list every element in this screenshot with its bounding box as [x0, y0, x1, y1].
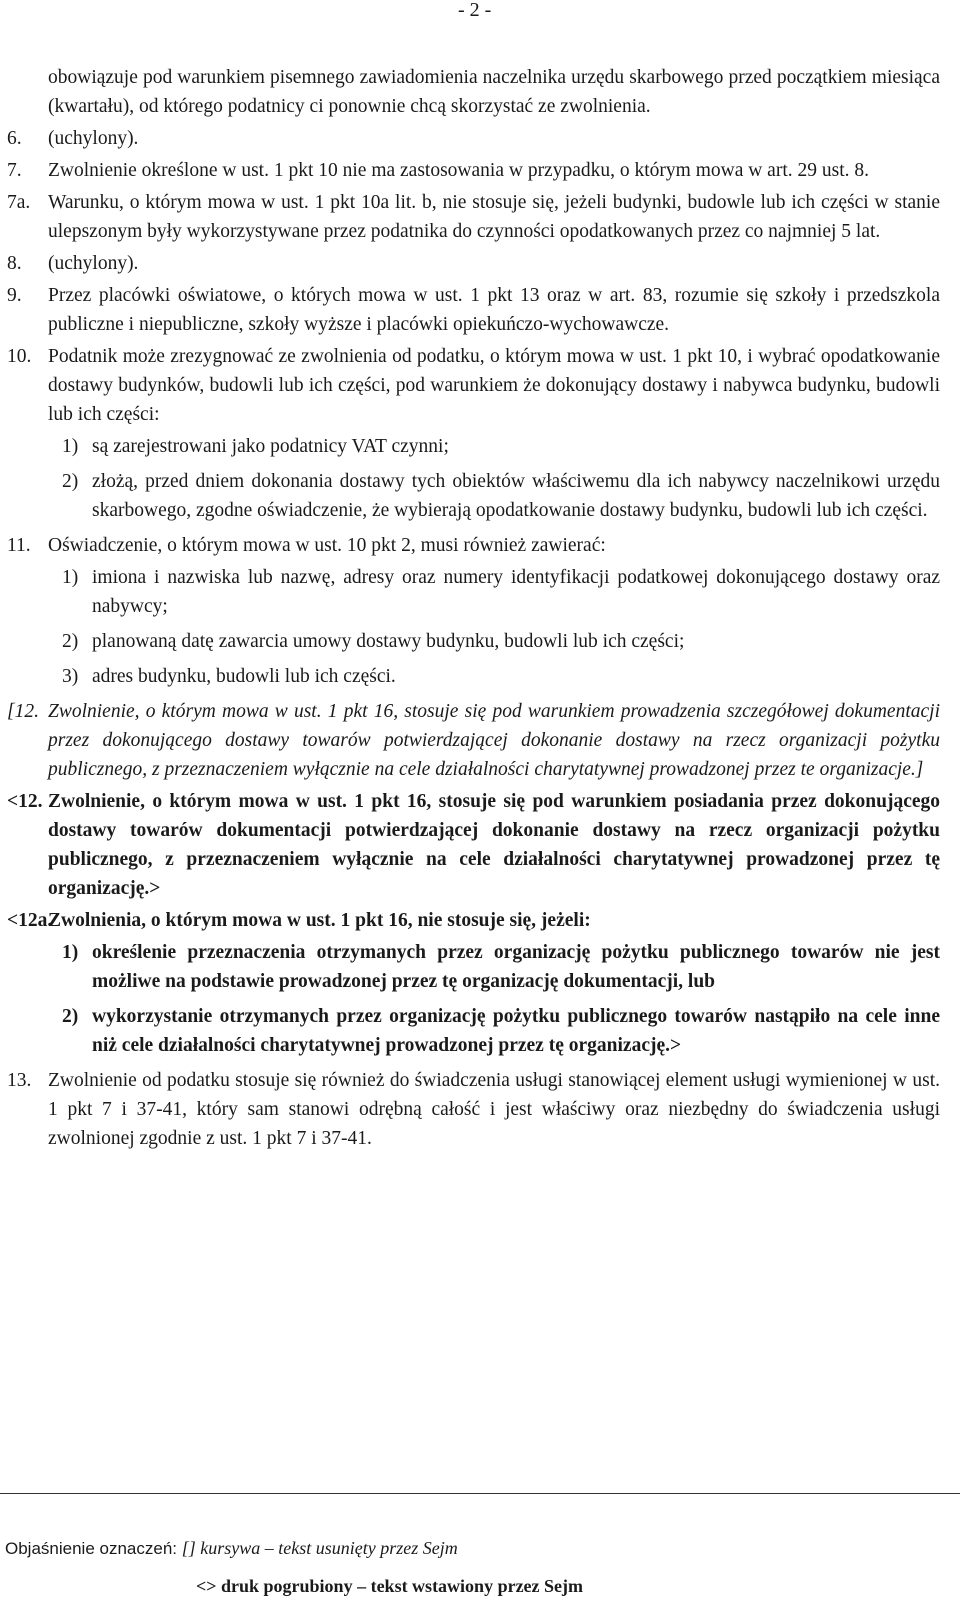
paragraph-number: 13.	[7, 1070, 32, 1091]
paragraph-11	[0, 531, 960, 560]
paragraph-11-point-2	[0, 627, 960, 656]
paragraph-8	[0, 249, 960, 278]
paragraph-number: 10.	[7, 346, 32, 367]
footer-divider	[0, 1493, 960, 1494]
legend-bold-note: <> druk pogrubiony – tekst wstawiony przez Sejm	[196, 1576, 584, 1596]
point-number: 2)	[62, 1006, 79, 1027]
paragraph-7a	[0, 188, 960, 246]
paragraph-9	[0, 281, 960, 339]
point-text: imiona i nazwiska lub nazwę, adresy oraz numery identyfikacji podatkowej dokonującego dostawy oraz nabywcy;	[92, 567, 940, 617]
point-text: określenie przeznaczenia otrzymanych przez organizację pożytku publicznego towarów nie jest możliwe na podstawie prowadzonej przez tę organizację dokumentacji, lub	[92, 942, 940, 992]
legend-label: Objaśnienie oznaczeń:	[5, 1539, 178, 1558]
point-number: 2)	[62, 471, 79, 492]
paragraph-number: <12a.	[7, 910, 53, 931]
paragraph-12a-point-1	[0, 938, 960, 996]
paragraph-text: Oświadczenie, o którym mowa w ust. 10 pkt 2, musi również zawierać:	[48, 535, 606, 556]
paragraph-11-point-1	[0, 563, 960, 621]
point-text: adres budynku, budowli lub ich części.	[92, 666, 396, 687]
paragraph-12a-point-2	[0, 1002, 960, 1060]
point-text: wykorzystanie otrzymanych przez organizację pożytku publicznego towarów nastąpiło na cele inne niż cele działalności charytatywnej prowadzonej przez tę organizację.>	[92, 1006, 940, 1056]
paragraph-text: Zwolnienie od podatku stosuje się również do świadczenia usługi stanowiącej element usługi wymienionej w ust. 1 pkt 7 i 37-41, który sam stanowi odrębną całość i jest właściwy oraz niezbędny do świadczenia usługi zwolnionej zgodnie z ust. 1 pkt 7 i 37-41.	[48, 1070, 940, 1149]
point-number: 1)	[62, 436, 79, 457]
paragraph-text: Warunku, o którym mowa w ust. 1 pkt 10a lit. b, nie stosuje się, jeżeli budynki, budowle lub ich części w stanie ulepszonym były wykorzystywane przez podatnika do czynności opodatkowanych przez co najmniej 5 lat.	[48, 192, 940, 242]
page-number: - 2 -	[458, 0, 492, 21]
paragraph-6	[0, 124, 960, 153]
paragraph-12a	[0, 906, 960, 935]
paragraph-10	[0, 342, 960, 429]
intro-paragraph: obowiązuje pod warunkiem pisemnego zawiadomienia naczelnika urzędu skarbowego przed początkiem miesiąca (kwartału), od którego podatnicy ci ponownie chcą skorzystać ze zwolnienia.	[48, 67, 940, 117]
paragraph-text: (uchylony).	[48, 253, 139, 274]
point-number: 1)	[62, 567, 79, 588]
paragraph-text: (uchylony).	[48, 128, 139, 149]
paragraph-text: Przez placówki oświatowe, o których mowa w ust. 1 pkt 13 oraz w art. 83, rozumie się szkoły i przedszkola publiczne i niepubliczne, szkoły wyższe i placówki opiekuńczo-wychowawcze.	[48, 285, 940, 335]
paragraph-number: 7a.	[7, 192, 31, 213]
paragraph-13	[0, 1066, 960, 1153]
paragraph-number: 11.	[7, 535, 31, 556]
paragraph-text: Zwolnienia, o którym mowa w ust. 1 pkt 16, nie stosuje się, jeżeli:	[48, 910, 591, 931]
point-number: 1)	[62, 942, 79, 963]
paragraph-number: 7.	[7, 160, 22, 181]
paragraph-12-added	[0, 787, 960, 903]
paragraph-text: Zwolnienie, o którym mowa w ust. 1 pkt 16, stosuje się pod warunkiem posiadania przez dokonującego dostawy towarów dokumentacji potwierdzającej dokonanie dostawy na rzecz organizacji pożytku publicznego, z przeznaczeniem wyłącznie na cele działalności charytatywnej prowadzonej przez tę organizację.>	[48, 791, 940, 899]
paragraph-7	[0, 156, 960, 185]
paragraph-10-point-2	[0, 467, 960, 525]
point-number: 2)	[62, 631, 79, 652]
legend-italic-note: [] kursywa – tekst usunięty przez Sejm	[181, 1538, 458, 1558]
point-text: są zarejestrowani jako podatnicy VAT czynni;	[92, 436, 449, 457]
paragraph-text: Zwolnienie określone w ust. 1 pkt 10 nie ma zastosowania w przypadku, o którym mowa w art. 29 ust. 8.	[48, 160, 870, 181]
paragraph-number: 6.	[7, 128, 22, 149]
paragraph-11-point-3	[0, 662, 960, 691]
paragraph-number: 9.	[7, 285, 22, 306]
point-text: planowaną datę zawarcia umowy dostawy budynku, budowli lub ich części;	[92, 631, 685, 652]
document-body	[0, 63, 960, 1156]
paragraph-text: Zwolnienie, o którym mowa w ust. 1 pkt 16, stosuje się pod warunkiem prowadzenia szczegółowej dokumentacji przez dokonującego dostawy towarów potwierdzającej dokonanie dostawy na rzecz organizacji pożytku publicznego, z przeznaczeniem wyłącznie na cele działalności charytatywnej prowadzonej przez te organizacje.]	[48, 701, 940, 780]
paragraph-text: Podatnik może zrezygnować ze zwolnienia od podatku, o którym mowa w ust. 1 pkt 10, i wybrać opodatkowanie dostawy budynków, budowli lub ich części, pod warunkiem że dokonujący dostawy i nabywca budynku, budowli lub ich części:	[48, 346, 940, 425]
paragraph-10-point-1	[0, 432, 960, 461]
legend-line	[5, 1537, 458, 1560]
point-number: 3)	[62, 666, 79, 687]
paragraph-number: 8.	[7, 253, 22, 274]
paragraph-12-removed	[0, 697, 960, 784]
paragraph-number: [12.	[7, 701, 39, 722]
point-text: złożą, przed dniem dokonania dostawy tych obiektów właściwemu dla ich nabywcy naczelnikowi urzędu skarbowego, zgodne oświadczenie, że wybierają opodatkowanie dostawy budynku, budowli lub ich części.	[92, 471, 940, 521]
paragraph-number: <12.	[7, 791, 43, 812]
